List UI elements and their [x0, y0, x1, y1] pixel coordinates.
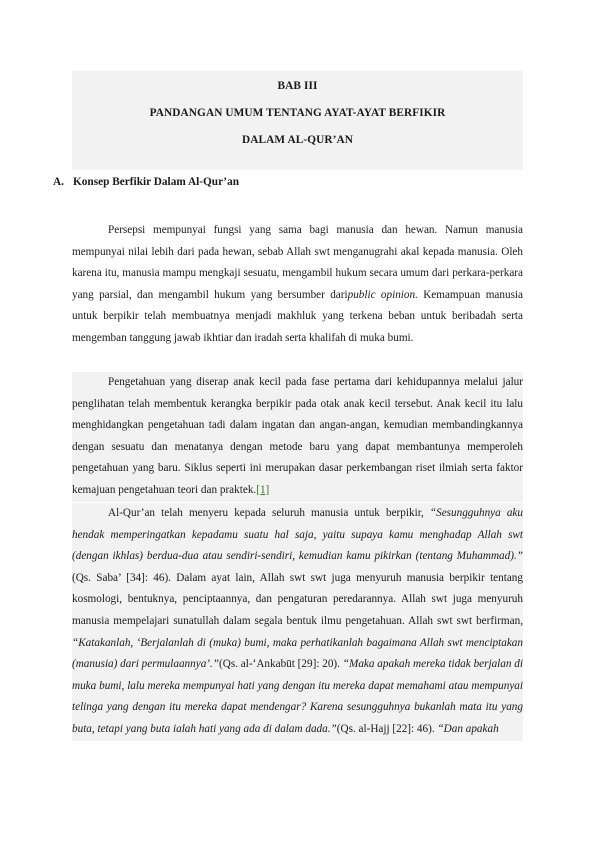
- paragraph-2: [72, 372, 523, 502]
- chapter-title-line-2: DALAM AL-QUR’AN: [241, 134, 353, 146]
- chapter-number: BAB III: [277, 80, 318, 92]
- section-title: Konsep Berfikir Dalam Al-Qur’an: [73, 176, 240, 188]
- chapter-title-line-1: PANDANGAN UMUM TENTANG AYAT-AYAT BERFIKIR: [149, 107, 446, 119]
- reference-saba: (Qs. Saba’ [34]: 46). Dalam ayat lain, Allah swt swt juga menyuruh manusia berpikir tentang kosmologi, bentuknya, penciptaannya, dan pengaturan peredarannya. Allah swt juga menyuruh manusia mempelajari sunatullah dalam segala bentuk ilmu pengetahuan. Allah swt swt berfirman,: [72, 571, 523, 627]
- footnote-link-1[interactable]: [1]: [256, 483, 270, 496]
- paragraph-2-text: Pengetahuan yang diserap anak kecil pada fase pertama dari kehidupannya melalui jalur penglihatan telah membentuk kerangka berpikir pada otak anak kecil tersebut. Anak kecil itu lalu menghidangkan pengetahuan tadi dalam ingatan dan angan-angan, kemudian membandingkannya dengan sesuatu dan menatanya dengan metode baru yang dapat membantunya memperoleh pengetahuan yang baru. Siklus seperti ini merupakan dasar perkembangan riset ilmiah serta faktor kemajuan pengetahuan teori dan praktek.: [72, 376, 523, 496]
- section-heading: [53, 176, 239, 188]
- quote-saba: “Sesungguhnya aku hendak memperingatkan kepadamu suatu hal saja, yaitu supaya kamu menghadap Allah swt (dengan ikhlas) berdua-dua atau sendiri-sendiri, kemudian kamu pikirkan (tentang Muhammad).”: [72, 507, 523, 563]
- quote-hajj: “Maka apakah mereka tidak berjalan di muka bumi, lalu mereka mempunyai hati yang dengan itu mereka dapat memahami atau mempunyai telinga yang dengan itu mereka dapat mendengar? Karena sesungguhnya bukanlah mata itu yang buta, tetapi yang buta ialah hati yang ada di dalam dada.”: [72, 658, 523, 735]
- quote-continued: “Dan apakah: [437, 722, 499, 735]
- paragraph-3-intro: Al-Qur’an telah menyeru kepada seluruh manusia untuk berpikir,: [108, 507, 430, 519]
- quote-ankabut: “Katakanlah, ‘Berjalanlah di (muka) bumi, maka perhatikanlah bagaimana Allah swt menciptakan (manusia) dari permulaannya’.”: [72, 636, 523, 671]
- reference-ankabut: (Qs. al-‘Ankabūt [29]: 20).: [219, 658, 343, 671]
- paragraph-1: [72, 220, 523, 350]
- paragraph-1-text-a: Persepsi mempunyai fungsi yang sama bagi manusia dan hewan. Namun manusia mempunyai nilai lebih dari pada hewan, sebab Allah swt menganugrahi akal kepada manusia. Oleh karena itu, manusia mampu mengkaji sesuatu, mengambil hukum secara umum dari perkara-perkara yang parsial, dan mengambil hukum yang bersumber dari: [72, 224, 523, 301]
- paragraph-1-italic: public opinion.: [347, 288, 418, 301]
- section-number: A.: [53, 176, 64, 188]
- reference-hajj: (Qs. al-Hajj [22]: 46).: [336, 722, 438, 735]
- paragraph-1-text-b: Kemampuan manusia untuk berpikir telah membuatnya menjadi makhluk yang terkena beban untuk beribadah serta mengemban tanggung jawab ikhtiar dan iradah serta khalifah di muka bumi.: [72, 288, 523, 344]
- paragraph-3: [72, 503, 523, 741]
